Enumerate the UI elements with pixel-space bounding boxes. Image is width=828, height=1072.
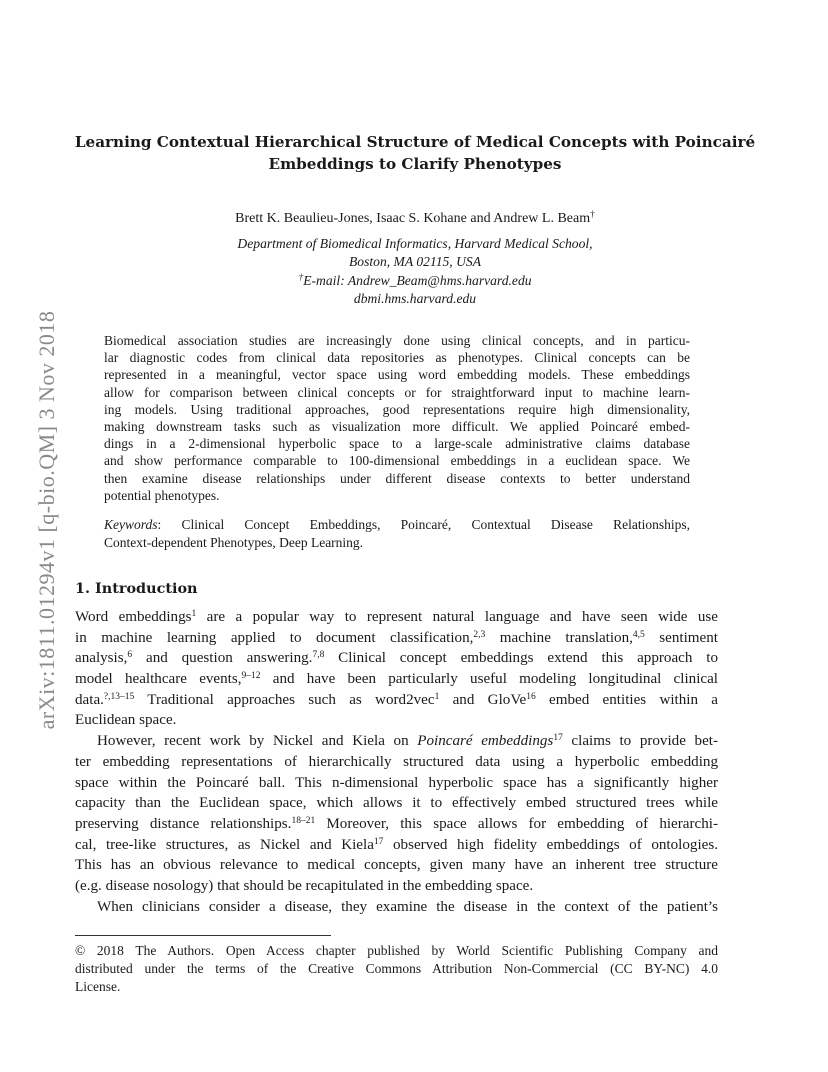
- citation[interactable]: 18–21: [291, 815, 316, 826]
- citation[interactable]: 1: [191, 609, 197, 619]
- citation[interactable]: 7,8: [312, 650, 325, 661]
- footnote-line: License.: [75, 978, 121, 994]
- keywords-block: [104, 516, 690, 552]
- email-text[interactable]: E-mail: Andrew_Beam@hms.harvard.edu: [303, 272, 532, 288]
- abstract-line: dings in a 2-dimensional hyperbolic space to a large-scale administrative claims database: [104, 436, 690, 452]
- citation[interactable]: 2,3: [473, 629, 486, 640]
- copyright-footnote: [75, 942, 718, 995]
- body-text: [75, 607, 718, 917]
- body-line: space within the Poincaré ball. This n-dimensional hyperbolic space has a significantly higher: [75, 774, 718, 791]
- citation[interactable]: 4,5: [632, 629, 645, 640]
- email-dagger: †: [298, 272, 304, 283]
- body-line: preserving distance relationships.$^{18-21}$ Moreover, this space allows for embedding of hierarchi-: [75, 815, 718, 832]
- citation[interactable]: 1: [434, 691, 440, 702]
- body-line: (e.g. disease nosology) that should be recapitulated in the embedding space.: [75, 877, 534, 894]
- abstract-line: ing models. Using traditional approaches, good representations require high dimensionality,: [104, 401, 690, 417]
- body-line: This has an obvious relevance to medical concepts, given many have an inherent tree structure: [75, 857, 718, 874]
- title-line-2: Embeddings to Clarify Phenotypes: [268, 155, 562, 173]
- body-line: Euclidean space.: [75, 712, 177, 729]
- citation[interactable]: 9–12: [241, 671, 261, 682]
- body-line: model healthcare events,$^{9-12}$ and have been particularly useful modeling longitudinal clinical: [75, 671, 718, 688]
- keywords-text-1: : Clinical Concept Embeddings, Poincaré, Contextual Disease Relationships,: [157, 517, 690, 532]
- citation[interactable]: 17: [373, 836, 384, 847]
- keywords-line-2: Context-dependent Phenotypes, Deep Learning.: [104, 535, 364, 550]
- title-line-1: Learning Contextual Hierarchical Structure of Medical Concepts with Poincairé: [74, 133, 756, 151]
- body-line: Word embeddings$^1$ are a popular way to represent natural language and have seen wide use: [75, 609, 718, 625]
- affiliation-website[interactable]: dbmi.hms.harvard.edu: [353, 290, 477, 306]
- abstract-line: lar diagnostic codes from clinical data repositories as phenotypes. Clinical concepts can be: [104, 350, 690, 366]
- affiliation-email[interactable]: [60, 272, 770, 290]
- author-dagger: †: [590, 210, 595, 220]
- body-line: data.$^{?,13-15}$ Traditional approaches such as word2vec$^1$ and GloVe$^{16}$ embed entities within a: [75, 691, 718, 708]
- author-list: [60, 210, 770, 228]
- body-line: cal, tree-like structures, as Nickel and Kiela$^{17}$ observed high fidelity embeddings of ontologies.: [75, 836, 718, 853]
- citation[interactable]: 17: [553, 733, 563, 744]
- emphasis-poincare-embeddings: Poincaré embeddings: [417, 733, 554, 750]
- abstract-line: making downstream tasks such as visualization more difficult. We applied Poincaré embed-: [104, 418, 690, 434]
- body-line: analysis,$^6$ and question answering.$^{7,8}$ Clinical concept embeddings extend this approach to: [75, 650, 718, 667]
- keywords-label: Keywords: [104, 517, 158, 532]
- footnote-line: © 2018 The Authors. Open Access chapter published by World Scientific Publishing Company and: [75, 943, 718, 958]
- body-line: However, recent work by Nickel and Kiela on Poincaré embeddings$^{17}$ claims to provide bet-: [97, 733, 719, 750]
- abstract: [104, 332, 690, 504]
- abstract-line: represented in a meaningful, vector space using word embedding models. These embeddings: [104, 367, 690, 383]
- body-line: capacity than the Euclidean space, which allows it to effectively embed structured trees while: [75, 795, 718, 812]
- citation[interactable]: ?,13–15: [103, 691, 135, 702]
- body-line: ter embedding representations of hierarchically structured data using a hyperbolic embedding: [75, 753, 718, 770]
- citation[interactable]: 16: [526, 691, 536, 702]
- abstract-line: Biomedical association studies are increasingly done using clinical concepts, and in particu-: [104, 333, 690, 348]
- author-names: Brett K. Beaulieu-Jones, Isaac S. Kohane and Andrew L. Beam: [235, 211, 591, 226]
- arxiv-identifier-sidebar: arXiv:1811.01294v1 [q-bio.QM] 3 Nov 2018: [34, 310, 59, 730]
- footnote-line: distributed under the terms of the Creative Commons Attribution Non-Commercial (CC BY-NC) 4.0: [75, 960, 718, 976]
- affiliation-block: [60, 235, 770, 308]
- abstract-line: potential phenotypes.: [104, 487, 220, 503]
- body-line: in machine learning applied to document classification,$^{2,3}$ machine translation,$^{4,5}$ sentiment: [75, 629, 718, 646]
- paper-title: [60, 131, 770, 175]
- abstract-line: allow for comparison between clinical concepts or for straightforward input to machine learn-: [104, 384, 690, 400]
- abstract-line: and show performance comparable to 100-dimensional embeddings in a euclidean space. We: [104, 453, 690, 469]
- keywords-line-1: [104, 516, 690, 534]
- footnote-rule: [75, 935, 331, 936]
- section-heading-introduction: 1. Introduction: [75, 580, 198, 597]
- abstract-line: then examine disease relationships under different disease contexts to better understand: [104, 470, 690, 486]
- citation[interactable]: 6: [127, 650, 133, 661]
- body-line: When clinicians consider a disease, they examine the disease in the context of the patient’s: [97, 898, 718, 915]
- affiliation-department: Department of Biomedical Informatics, Harvard Medical School,: [237, 236, 593, 251]
- affiliation-city: Boston, MA 02115, USA: [348, 254, 482, 270]
